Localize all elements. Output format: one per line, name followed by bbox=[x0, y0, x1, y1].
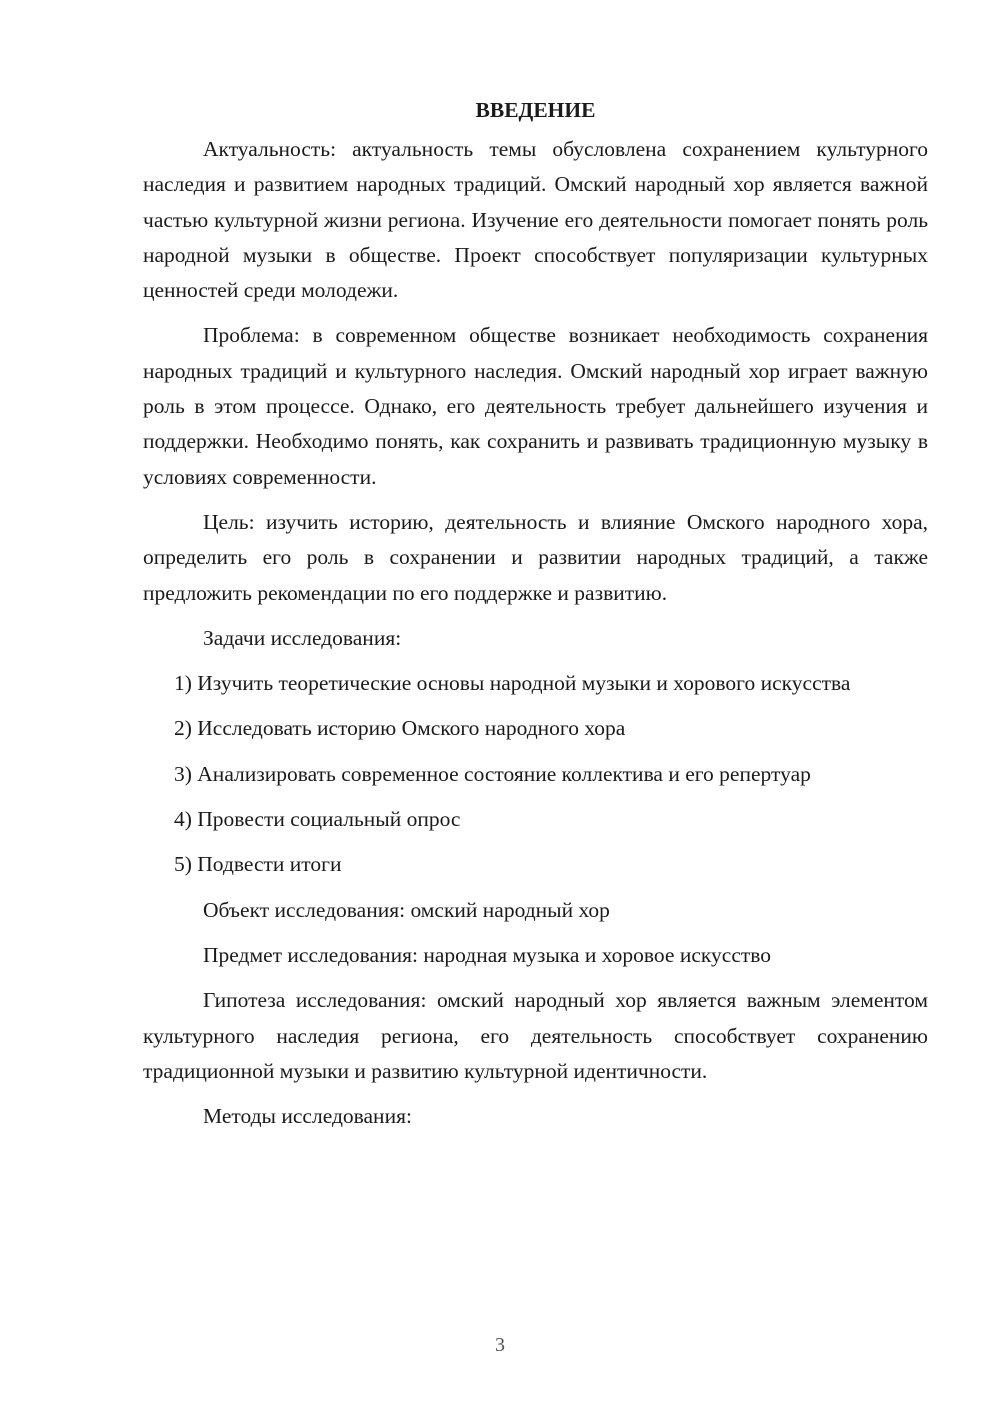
task-item-5: 5) Подвести итоги bbox=[174, 852, 342, 877]
paragraph-problem: Проблема: в современном обществе возникает необходимость сохранения народных традиций и культурного наследия. Омский народный хор играет важную роль в этом процессе. Однако, его деятельность требует дальнейшего изучения и поддержки. Необходимо понять, как сохранить и развивать традиционную музыку в условиях современности. bbox=[143, 323, 928, 489]
paragraph-hypothesis: Гипотеза исследования: омский народный хор является важным элементом культурного наследия региона, его деятельность способствует сохранению традиционной музыки и развитию культурной идентичности. bbox=[143, 988, 928, 1083]
section-title: ВВЕДЕНИЕ bbox=[475, 98, 596, 122]
task-item-3: 3) Анализировать современное состояние коллектива и его репертуар bbox=[174, 761, 811, 786]
task-item-4: 4) Провести социальный опрос bbox=[174, 807, 461, 832]
paragraph-goal: Цель: изучить историю, деятельность и влияние Омского народного хора, определить его роль в сохранении и развитии народных традиций, а также предложить рекомендации по его поддержке и развитию. bbox=[143, 509, 928, 605]
task-item-2: 2) Исследовать историю Омского народного хора bbox=[174, 716, 626, 741]
paragraph-relevance: Актуальность: актуальность темы обусловлена сохранением культурного наследия и развитием народных традиций. Омский народный хор является важной частью культурной жизни региона. Изучение его деятельности помогает понять роль народной музыки в обществе. Проект способствует популяризации культурных ценностей среди молодежи. bbox=[143, 137, 928, 303]
task-item-1: 1) Изучить теоретические основы народной музыки и хорового искусства bbox=[174, 671, 851, 696]
document-page bbox=[143, 96, 928, 1144]
methods-heading: Методы исследования: bbox=[203, 1104, 412, 1129]
paragraph-subject: Предмет исследования: народная музыка и хоровое искусство bbox=[203, 942, 772, 967]
paragraph-object: Объект исследования: омский народный хор bbox=[203, 897, 610, 922]
page-number: 3 bbox=[495, 1334, 505, 1356]
tasks-heading: Задачи исследования: bbox=[203, 625, 402, 650]
